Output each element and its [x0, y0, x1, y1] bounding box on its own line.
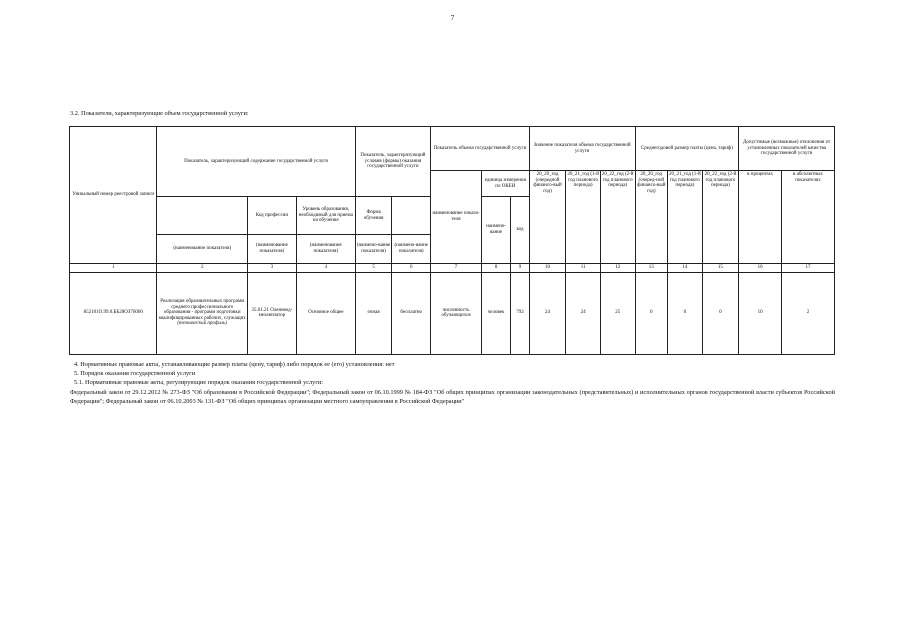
header-indicator-name-sub: (наимено-вание показателя): [392, 235, 431, 264]
column-number: 16: [739, 264, 782, 273]
unit-name: человек: [481, 272, 510, 354]
header-unique-record: Уникальный номер реестровой записи: [70, 127, 157, 264]
header-unit-okei: единица измерения по ОКЕИ: [481, 171, 529, 197]
header-indicator-name-sub: (наимено-вание показателя): [355, 235, 392, 264]
header-education-level: Уровень образования, необходимый для приема на обучение: [296, 197, 355, 235]
notes-section: [70, 360, 835, 406]
registry-record-number: 852101О.99.0.ББ28ОЗ76000: [70, 272, 157, 354]
header-service-content: Показатель, характеризующий содержание государственной услуги: [157, 127, 355, 197]
column-number: 2: [157, 264, 248, 273]
column-number: 9: [511, 264, 529, 273]
deviation-absolute: 2: [781, 272, 834, 354]
deviation-percent: 10: [739, 272, 782, 354]
note-service-procedure: 5. Порядок оказания государственной услуги: [74, 370, 196, 378]
volume-indicators-table: [69, 126, 835, 355]
header-indicator-name-sub: (наименование показателя): [157, 235, 248, 264]
header-in-percent: в процентах: [739, 171, 782, 264]
header-fee-year-1: 20_20_год (очеред-ной финансо-вый год): [635, 171, 668, 264]
header-profession-code: Код профессии: [247, 197, 296, 235]
service-content: Реализация образовательных программ среднего профессионального образования - программ подготовки квалифицированных рабочих, служащих: [158, 299, 246, 321]
note-fee-regulation: 4. Нормативные правовые акты, устанавливающие размер платы (цену, тариф) либо порядок ее (его) установления: нет: [74, 361, 395, 368]
header-value-year-1: 20_20_год (очередной финансо-вый год): [529, 171, 566, 264]
volume-year-2: 24: [566, 272, 601, 354]
fee-year-1: 0: [635, 272, 668, 354]
header-in-absolute: в абсолютных показателях: [781, 171, 834, 264]
fee-year-3: 0: [702, 272, 739, 354]
header-allowed-deviation: Допустимые (возможные) отклонения от установленных показателей качества государственной услуги: [739, 127, 835, 171]
column-number: 17: [781, 264, 834, 273]
column-number: 15: [702, 264, 739, 273]
profession-code: 35.01.21 Оленевод-механизатор: [247, 272, 296, 354]
note-laws-list: Федеральный закон от 29.12.2012 № 273-ФЗ "Об образовании в Российской Федерации"; Федеральный закон от 06.10.1999 № 184-ФЗ "Об общих принципах организации законодательных (представительных) и исполнительных органов государственной власти субъектов Российской Федерации"; Федеральный закон от 06.10.2003 № 131-ФЗ "Об общих принципах организации местного самоуправления в Российской Федерации": [70, 388, 835, 405]
column-number: 13: [635, 264, 668, 273]
note-regulatory-acts: 5.1. Нормативные правовые акты, регулирующие порядок оказания государственной услуги:: [74, 379, 324, 387]
header-empty-cell: [157, 197, 248, 235]
column-number: 6: [392, 264, 431, 273]
section-heading: 3.2. Показатели, характеризующие объем государственной услуги:: [70, 110, 249, 117]
header-volume-indicator: Показатель объема государственной услуги: [431, 127, 530, 171]
column-number: 1: [70, 264, 157, 273]
header-indicator-name: наименование показа-теля: [431, 171, 482, 264]
header-average-fee: Среднегодовой размер платы (цена, тариф): [635, 127, 739, 171]
column-number: 5: [355, 264, 392, 273]
column-number: 12: [600, 264, 635, 273]
column-number: 14: [668, 264, 703, 273]
header-fee-year-2: 20_21_год (1-й год планового периода): [668, 171, 703, 264]
indicator-name: численность обучающихся: [431, 272, 482, 354]
column-number: 11: [566, 264, 601, 273]
header-indicator-name-sub: (наименование показателя): [296, 235, 355, 264]
page-number: 7: [450, 14, 455, 22]
header-fee-year-3: 20_22_год (2-й год планового периода): [702, 171, 739, 264]
column-number: 10: [529, 264, 566, 273]
study-form: очная: [355, 272, 392, 354]
service-content-cell: [157, 272, 248, 354]
header-service-conditions: Показатель, характеризующий условия (формы) оказания государственной услуги: [355, 127, 430, 197]
header-empty-cell: [392, 197, 431, 235]
header-value-year-2: 20_21_год (1-й год планового периода): [566, 171, 601, 264]
header-study-form: Форма обучения: [355, 197, 392, 235]
volume-year-3: 25: [600, 272, 635, 354]
table-row: [70, 272, 835, 354]
column-number: 3: [247, 264, 296, 273]
volume-year-1: 24: [529, 272, 566, 354]
okei-code: 792: [511, 272, 529, 354]
fee-year-2: 0: [668, 272, 703, 354]
payment-condition: бесплатно: [392, 272, 431, 354]
header-volume-value: Значение показателя объема государственной услуги: [529, 127, 635, 171]
header-indicator-name-sub: (наименование показателя): [247, 235, 296, 264]
header-okei-code: код: [511, 197, 529, 264]
header-unit-name: наимено-вание: [481, 197, 510, 264]
column-number-row: [70, 264, 835, 273]
service-content-note: (технический профиль): [177, 321, 228, 327]
column-number: 7: [431, 264, 482, 273]
education-level: Основное общее: [296, 272, 355, 354]
header-value-year-3: 20_22_год (2-й год планового периода): [600, 171, 635, 264]
column-number: 4: [296, 264, 355, 273]
column-number: 8: [481, 264, 510, 273]
